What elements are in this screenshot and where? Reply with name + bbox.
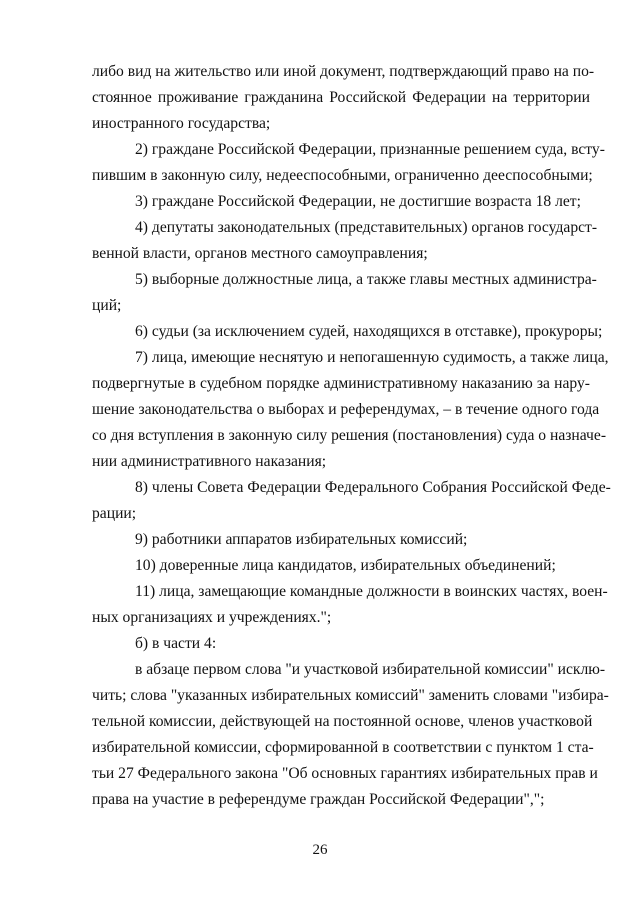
text-line: шение законодательства о выборах и референдумах, – в течение одного года [92, 401, 600, 418]
text-line: со дня вступления в законную силу решения (постановления) суда о назначе- [92, 427, 607, 444]
text-line: ных организациях и учреждениях."; [92, 609, 332, 626]
text-line: ций; [92, 297, 122, 314]
text-line: иностранного государства; [92, 115, 271, 132]
page-number: 26 [312, 842, 328, 858]
text-line: нии административного наказания; [92, 453, 327, 470]
text-line: 7) лица, имеющие неснятую и непогашенную судимость, а также лица, [135, 349, 609, 366]
text-line: права на участие в референдуме граждан Российской Федерации","; [92, 791, 545, 808]
text-line: 8) члены Совета Федерации Федерального Собрания Российской Феде- [135, 479, 611, 496]
text-line: стоянное проживание гражданина Российской Федерации на территории [92, 89, 590, 106]
text-line: избирательной комиссии, сформированной в соответствии с пунктом 1 ста- [92, 739, 594, 756]
text-line: 10) доверенные лица кандидатов, избирательных объединений; [135, 557, 556, 574]
text-line: 9) работники аппаратов избирательных комиссий; [135, 531, 468, 548]
text-line: тьи 27 Федерального закона "Об основных гарантиях избирательных прав и [92, 765, 598, 782]
text-line: 2) граждане Российской Федерации, признанные решением суда, всту- [135, 141, 605, 158]
text-line: 5) выборные должностные лица, а также главы местных администра- [135, 271, 597, 288]
text-line: 3) граждане Российской Федерации, не достигшие возраста 18 лет; [135, 193, 581, 210]
text-line: венной власти, органов местного самоуправления; [92, 245, 428, 262]
text-line: 6) судьи (за исключением судей, находящихся в отставке), прокуроры; [135, 323, 603, 340]
text-line: тельной комиссии, действующей на постоянной основе, членов участковой [92, 713, 593, 730]
text-line: в абзаце первом слова "и участковой избирательной комиссии" исклю- [135, 661, 606, 678]
text-line: чить; слова "указанных избирательных комиссий" заменить словами "избира- [92, 687, 609, 704]
text-line: 11) лица, замещающие командные должности в воинских частях, воен- [135, 583, 608, 600]
text-line: либо вид на жительство или иной документ, подтверждающий право на по- [92, 63, 595, 80]
text-line: подвергнутые в судебном порядке административному наказанию за нару- [92, 375, 590, 392]
text-line: б) в части 4: [135, 635, 217, 652]
text-line: 4) депутаты законодательных (представительных) органов государст- [135, 219, 598, 236]
text-line: рации; [92, 505, 137, 522]
text-line: пившим в законную силу, недееспособными, ограниченно дееспособными; [92, 167, 593, 184]
